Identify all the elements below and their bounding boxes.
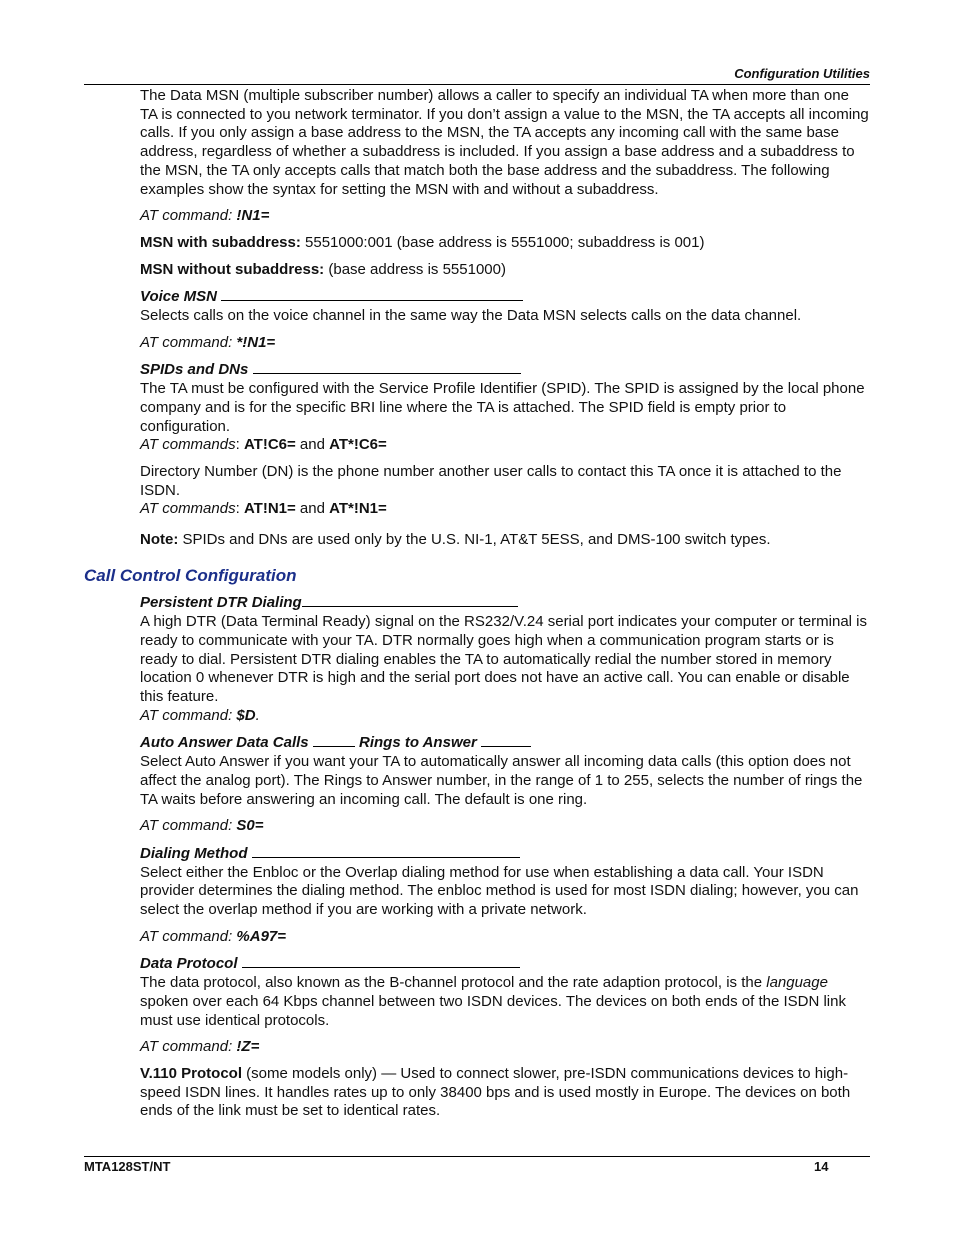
voice-msn-paragraph: Selects calls on the voice channel in the same way the Data MSN selects calls on the data channel. <box>140 307 802 325</box>
dialing-method-at-command: AT command: %A97= <box>140 927 287 945</box>
data-protocol-at-command: AT command: !Z= <box>140 1038 260 1056</box>
running-header: Configuration Utilities <box>734 66 870 81</box>
msn-without-subaddress: MSN without subaddress: (base address is 5551000) <box>140 260 506 278</box>
footer-rule <box>84 1156 870 1157</box>
auto-answer-paragraph: Select Auto Answer if you want your TA to automatically answer all incoming data calls (this option does not affect the analog port). The Rings to Answer number, in the range of 1 to 255, selects the number of rings the TA waits before answering an incoming call. The default is one ring. <box>140 753 863 808</box>
footer-model: MTA128ST/NT <box>84 1159 171 1174</box>
header-rule <box>84 84 870 85</box>
voice-msn-at-command: AT command: *!N1= <box>140 333 276 351</box>
data-msn-at-command: AT command: !N1= <box>140 207 270 225</box>
dn-paragraph: Directory Number (DN) is the phone number another user calls to contact this TA once it is attached to the ISDN. <box>140 462 842 499</box>
persistent-dtr-heading: Persistent DTR Dialing <box>140 593 870 613</box>
spids-paragraph: The TA must be configured with the Service Profile Identifier (SPID). The SPID is assigned by the local phone company and is for the specific BRI line where the TA is attached. The SPID field is empty prior to configuration. <box>140 380 865 435</box>
auto-answer-heading: Auto Answer Data Calls Rings to Answer <box>140 733 870 753</box>
spids-heading: SPIDs and DNs <box>140 360 870 380</box>
dialing-method-paragraph: Select either the Enbloc or the Overlap dialing method for use when establishing a data call. Your ISDN provider determines the dialing method. The enbloc method is used for most ISDN dialing; however, you can select the overlap method if you are working with a private network. <box>140 863 859 919</box>
data-protocol-paragraph: The data protocol, also known as the B-channel protocol and the rate adaption protocol, is the language spoken over each 64 Kbps channel between two ISDN devices. The devices on both ends of the ISDN link must use identical protocols. <box>140 974 846 1029</box>
heading-underline <box>313 733 355 747</box>
heading-underline <box>242 954 520 968</box>
heading-underline <box>252 844 520 858</box>
heading-underline <box>253 360 521 374</box>
heading-underline <box>221 287 523 301</box>
voice-msn-heading: Voice MSN <box>140 287 870 307</box>
spid-at-commands: AT commands: AT!C6= and AT*!C6= <box>140 436 387 454</box>
auto-answer-at-command: AT command: S0= <box>140 817 264 835</box>
data-protocol-heading: Data Protocol <box>140 954 870 974</box>
section-title-call-control: Call Control Configuration <box>84 565 297 585</box>
page-number: 14 <box>814 1159 829 1174</box>
heading-underline <box>302 593 518 607</box>
data-msn-paragraph: The Data MSN (multiple subscriber number) allows a caller to specify an individual TA when more than one TA is connected to you network terminator. If you don’t assign a value to the MSN, the TA accepts all incoming calls. If you only assign a base address to the MSN, the TA accepts any incoming call with the same base address, regardless of whether a subaddress is included. If you assign a base address and a subaddress to the MSN, the TA only accepts calls that match both the base address and the subaddress. The following examples show the syntax for setting the MSN with and without a subaddress. <box>140 87 869 198</box>
dialing-method-heading: Dialing Method <box>140 844 870 864</box>
v110-protocol-paragraph: V.110 Protocol (some models only) — Used to connect slower, pre-ISDN communications devices to high-speed ISDN lines. It handles rates up to only 38400 bps and is used mostly in Europe. The devices on both ends of the link must be set to identical rates. <box>140 1064 851 1120</box>
persistent-dtr-at-command: AT command: $D. <box>140 706 260 724</box>
dn-at-commands: AT commands: AT!N1= and AT*!N1= <box>140 500 387 518</box>
heading-underline <box>481 733 531 747</box>
page-body <box>84 87 870 1121</box>
persistent-dtr-paragraph: A high DTR (Data Terminal Ready) signal on the RS232/V.24 serial port indicates your computer or terminal is ready to communicate with your TA. DTR normally goes high when a communication program starts or is ready to dial. Persistent DTR dialing enables the TA to automatically redial the number stored in memory location 0 whenever DTR is high and the serial port does not have an active call. You can enable or disable this feature. <box>140 613 868 705</box>
msn-with-subaddress: MSN with subaddress: 5551000:001 (base address is 5551000; subaddress is 001) <box>140 233 705 251</box>
spids-note: Note: SPIDs and DNs are used only by the U.S. NI-1, AT&T 5ESS, and DMS-100 switch types. <box>140 531 771 549</box>
